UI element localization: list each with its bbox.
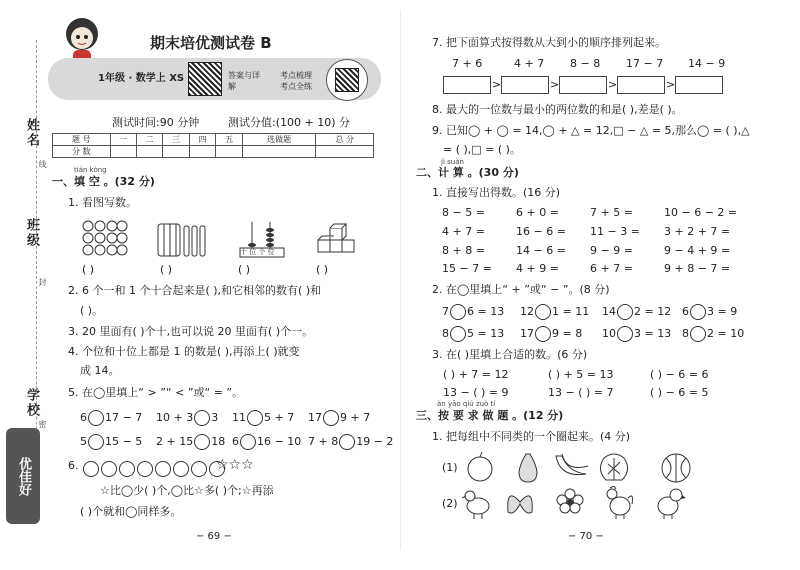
section3-pinyin: àn yāo qiú zuò tí — [437, 400, 496, 408]
calc-item: 9 − 4 + 9 = — [664, 244, 731, 257]
score-table-header-row — [53, 134, 374, 146]
compare-circle[interactable] — [247, 410, 263, 426]
fill-item[interactable]: 13 − ( ) = 7 — [548, 386, 614, 399]
section1-title: 一、填 空 。(32 分) — [52, 175, 155, 188]
bird-icon[interactable] — [462, 491, 489, 519]
calc-item: 10 − 6 − 2 = — [664, 206, 738, 219]
q1-blank-3[interactable]: ( ) — [238, 263, 251, 276]
banana-icon[interactable] — [556, 454, 588, 475]
points-label: 考点梳理 考点全练 — [280, 71, 312, 91]
greater-than-sign: > — [550, 78, 560, 91]
school-label: 学校 — [24, 388, 39, 418]
calc-item: 9 − 9 = — [590, 244, 633, 257]
score-table — [52, 133, 374, 158]
row-label-2: (2) — [442, 497, 458, 510]
q6-circles — [82, 458, 226, 474]
page-divider — [400, 10, 401, 550]
q7-expr: 8 − 8 — [570, 57, 601, 70]
q2-text: 2. 6 个一和 1 个十合起来是( ),和它相邻的数有( )和 — [68, 284, 322, 297]
fill-item[interactable]: ( ) − 6 = 6 — [650, 368, 709, 381]
compare-item: 5 15 − 5 — [80, 435, 143, 448]
op-circle[interactable] — [690, 304, 706, 320]
circle-shape-icon — [173, 461, 189, 477]
watermelon-icon[interactable] — [662, 454, 690, 482]
q6-text: ☆比◯少( )个,◯比☆多( )个;☆再添 — [100, 484, 274, 497]
greater-than-sign: > — [608, 78, 618, 91]
cabbage-icon[interactable] — [600, 454, 627, 480]
q4-text: 4. 个位和十位上都是 1 的数是( ),再添上( )就变 — [68, 345, 300, 358]
calc-item: 16 − 6 = — [516, 225, 566, 238]
compare-item: 11 5 + 7 — [232, 411, 295, 424]
op-circle[interactable] — [617, 304, 633, 320]
op-item: 6 3 = 9 — [682, 305, 738, 318]
qr-code-round-icon — [326, 59, 368, 101]
section2-pinyin: jì suàn — [441, 158, 464, 166]
circle-shape-icon — [137, 461, 153, 477]
q1-text: 1. 看图写数。 — [68, 196, 137, 209]
parrot-icon[interactable] — [658, 489, 686, 519]
name-label: 姓名 — [24, 118, 39, 148]
fruit-row — [464, 450, 736, 484]
q4-text-cont: 成 14。 — [80, 364, 120, 377]
op-item: 7 6 = 13 — [442, 305, 505, 318]
table-cell: 二 — [136, 134, 162, 146]
circle-shape-icon — [119, 461, 135, 477]
q6-stars: ☆☆☆ — [216, 457, 254, 473]
q9-text: 9. 已知◯ + ◯ = 14,◯ + △ = 12,□ − △ = 5,那么◯ = ( ),△ — [432, 124, 750, 137]
cubes-icon — [316, 220, 356, 258]
table-cell: 一 — [110, 134, 136, 146]
circle-shape-icon — [83, 461, 99, 477]
score-cell[interactable] — [216, 146, 242, 158]
compare-item: 7 + 8 19 − 2 — [308, 435, 394, 448]
test-score-total: 测试分值:(100 + 10) 分 — [228, 116, 350, 129]
qr-code-icon — [188, 62, 222, 96]
q1-blank-4[interactable]: ( ) — [316, 263, 329, 276]
calc-item: 9 + 8 − 7 = — [664, 262, 731, 275]
compare-circle[interactable] — [240, 434, 256, 450]
compare-circle[interactable] — [339, 434, 355, 450]
fill-item[interactable]: 13 − ( ) = 9 — [443, 386, 509, 399]
calc-item: 8 + 8 = — [442, 244, 485, 257]
table-cell: 四 — [189, 134, 215, 146]
q7-expr: 17 − 7 — [626, 57, 664, 70]
page-number-right: − 70 − — [568, 531, 604, 542]
table-cell: 分 数 — [53, 146, 111, 158]
compare-item: 6 16 − 10 — [232, 435, 302, 448]
q7-text: 7. 把下面算式按得数从大到小的顺序排列起来。 — [432, 36, 666, 49]
q8-text: 8. 最大的一位数与最小的两位数的和是( ),差是( )。 — [432, 103, 683, 116]
op-item: 8 2 = 10 — [682, 327, 745, 340]
test-time: 测试时间:90 分钟 — [112, 116, 200, 129]
order-box-3[interactable] — [559, 76, 607, 94]
calc-item: 4 + 9 = — [516, 262, 559, 275]
score-cell[interactable] — [163, 146, 189, 158]
calc-item: 14 − 6 = — [516, 244, 566, 257]
compare-item: 2 + 15 18 — [156, 435, 226, 448]
table-cell: 选做题 — [242, 134, 316, 146]
op-item: 12 1 = 11 — [520, 305, 590, 318]
greater-than-sign: > — [492, 78, 502, 91]
table-cell: 题 号 — [53, 134, 111, 146]
seal-seal-label: 封 — [38, 278, 47, 286]
s2-q2-text: 2. 在◯里填上“ + ”或“ − ”。(8 分) — [432, 283, 610, 296]
grape-cluster-icon — [80, 218, 128, 260]
class-label: 班级 — [24, 218, 39, 248]
fill-item[interactable]: ( ) + 7 = 12 — [443, 368, 509, 381]
sticks-bundle-icon — [156, 220, 206, 260]
op-item: 8 5 = 13 — [442, 327, 505, 340]
q3-text: 3. 20 里面有( )个十,也可以说 20 里面有( )个一。 — [68, 325, 314, 338]
compare-circle[interactable] — [88, 410, 104, 426]
answer-label: 答案与详解 — [228, 71, 260, 91]
compare-item: 6 17 − 7 — [80, 411, 143, 424]
op-item: 14 2 = 12 — [602, 305, 672, 318]
compare-circle[interactable] — [88, 434, 104, 450]
order-box-1[interactable] — [443, 76, 491, 94]
score-cell[interactable] — [136, 146, 162, 158]
op-circle[interactable] — [450, 326, 466, 342]
q7-expr: 7 + 6 — [452, 57, 483, 70]
calc-item: 15 − 7 = — [442, 262, 492, 275]
score-cell[interactable] — [189, 146, 215, 158]
butterfly-icon[interactable] — [508, 496, 533, 513]
fill-item[interactable]: ( ) + 5 = 13 — [548, 368, 614, 381]
s3-q1-text: 1. 把每组中不同类的一个圈起来。(4 分) — [432, 430, 631, 443]
order-box-2[interactable] — [501, 76, 549, 94]
op-item: 17 9 = 8 — [520, 327, 583, 340]
compare-item: 17 9 + 7 — [308, 411, 371, 424]
compare-item: 10 + 3 3 — [156, 411, 219, 424]
page-title: 期末培优测试卷 B — [150, 34, 272, 52]
q7-expr: 4 + 7 — [514, 57, 545, 70]
flower-icon[interactable] — [557, 489, 583, 513]
q7-expr: 14 − 9 — [688, 57, 726, 70]
s2-q1-text: 1. 直接写出得数。(16 分) — [432, 186, 561, 199]
q6-number: 6. — [68, 459, 79, 472]
row-label-1: (1) — [442, 461, 458, 474]
fill-item[interactable]: ( ) − 6 = 5 — [650, 386, 709, 399]
greater-than-sign: > — [666, 78, 676, 91]
score-cell[interactable] — [110, 146, 136, 158]
order-box-5[interactable] — [675, 76, 723, 94]
abacus-label: 十 位 个 位 — [240, 248, 275, 256]
page-number-left: − 69 − — [196, 531, 232, 542]
section2-title: 二、计 算 。(30 分) — [416, 166, 519, 179]
calc-item: 3 + 2 + 7 = — [664, 225, 731, 238]
score-cell[interactable] — [242, 146, 316, 158]
compare-circle[interactable] — [194, 410, 210, 426]
animal-row — [462, 486, 734, 520]
calc-item: 4 + 7 = — [442, 225, 485, 238]
op-circle[interactable] — [450, 304, 466, 320]
q1-blank-1[interactable]: ( ) — [82, 263, 95, 276]
brand-logo: 优佳好 — [6, 428, 40, 524]
order-box-4[interactable] — [617, 76, 665, 94]
score-table-score-row — [53, 146, 374, 158]
compare-circle[interactable] — [323, 410, 339, 426]
calc-item: 8 − 5 = — [442, 206, 485, 219]
section1-pinyin: tián kòng — [74, 166, 107, 174]
seal-line-label: 线 — [38, 160, 47, 168]
circle-shape-icon — [101, 461, 117, 477]
section3-title: 三、按 要 求 做 题 。(12 分) — [416, 409, 564, 422]
grade-label: 1年级 · 数学上 XS — [98, 73, 185, 84]
q9-text-cont: = ( ),□ = ( )。 — [443, 143, 521, 156]
op-circle[interactable] — [535, 326, 551, 342]
table-cell: 五 — [216, 134, 242, 146]
table-cell: 总 分 — [316, 134, 374, 146]
op-circle[interactable] — [617, 326, 633, 342]
calc-item: 7 + 5 = — [590, 206, 633, 219]
q5-text: 5. 在◯里填上“ > ”“ < ”或“ = ”。 — [68, 386, 244, 399]
circle-shape-icon — [191, 461, 207, 477]
op-item: 10 3 = 13 — [602, 327, 672, 340]
apple-icon[interactable] — [468, 452, 492, 481]
q2-text-cont: ( )。 — [80, 304, 104, 317]
pear-icon[interactable] — [519, 454, 537, 482]
seal-secret-label: 密 — [38, 420, 47, 428]
table-cell: 三 — [163, 134, 189, 146]
calc-item: 11 − 3 = — [590, 225, 640, 238]
rooster-icon[interactable] — [607, 486, 633, 519]
q1-blank-2[interactable]: ( ) — [160, 263, 173, 276]
score-cell[interactable] — [316, 146, 374, 158]
q6-text-cont: ( )个就和◯同样多。 — [80, 505, 182, 518]
circle-shape-icon — [155, 461, 171, 477]
op-circle[interactable] — [535, 304, 551, 320]
calc-item: 6 + 0 = — [516, 206, 559, 219]
calc-item: 6 + 7 = — [590, 262, 633, 275]
s2-q3-text: 3. 在( )里填上合适的数。(6 分) — [432, 348, 588, 361]
op-circle[interactable] — [690, 326, 706, 342]
compare-circle[interactable] — [194, 434, 210, 450]
